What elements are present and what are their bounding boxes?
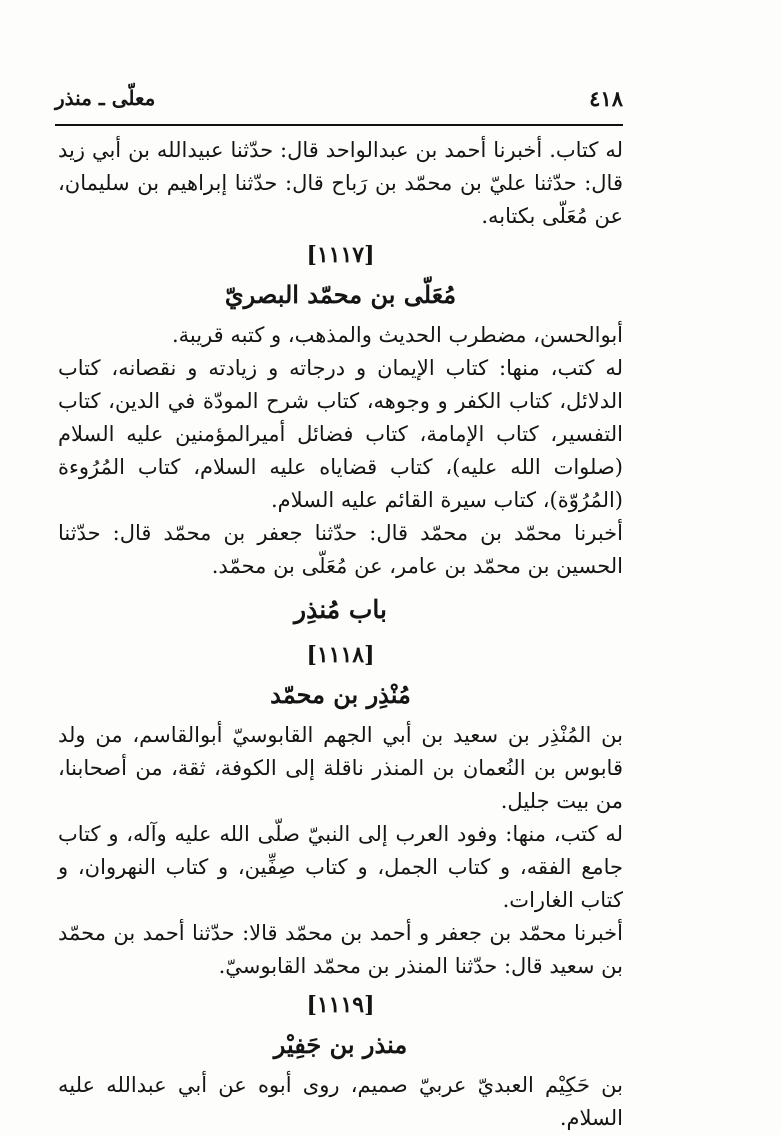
entry-title: مُعَلّی بن محمّد البصريّ bbox=[224, 280, 457, 309]
paragraph: له کتب، منها: وفود العرب إلی النبيّ صلّی الله علیه وآله، و کتاب جامع الفقه، و کتاب الجمل، و کتاب صِفِّین، و کتاب النهروان، و کتاب الغارات. bbox=[58, 822, 623, 912]
header-rule bbox=[55, 124, 623, 126]
entry-number: [١١١٨] bbox=[306, 642, 375, 668]
page-number: ٤١٨ bbox=[589, 86, 623, 111]
paragraph: أخبرنا محمّد بن محمّد قال: حدّثنا جعفر بن محمّد قال: حدّثنا الحسین بن محمّد بن عامر، عن مُعَلّی بن محمّد. bbox=[58, 521, 623, 578]
paragraph: أبوالحسن، مضطرب الحدیث والمذهب، و کتبه قریبة. bbox=[171, 323, 623, 347]
paragraph: له کتب، منها: کتاب الإیمان و درجاته و زیادته و نقصانه، کتاب الدلائل، کتاب الکفر و وجوهه، کتاب شرح المودّة في الدین، کتاب التفسیر، کتاب الإمامة، کتاب فضائل أمیرالمؤمنین علیه السلام (صلوات الله علیه)، کتاب قضایاه علیه السلام، کتاب المُرُوءة (المُرُوّة)، کتاب سیرة القائم علیه السلام. bbox=[58, 356, 623, 512]
entry-number: [١١١٧] bbox=[306, 242, 375, 268]
entry-number: [١١١٩] bbox=[306, 992, 375, 1018]
paragraph: له کتاب. أخبرنا أحمد بن عبدالواحد قال: حدّثنا عبیدالله بن أبي زید قال: حدّثنا عليّ بن محمّد بن رَباح قال: حدّثنا إبراهیم بن سلیمان، عن مُعَلّی بکتابه. bbox=[58, 138, 623, 228]
page-header bbox=[55, 84, 623, 120]
running-title: معلّی ـ منذر bbox=[55, 86, 156, 110]
paragraph: بن المُنْذِر بن سعید بن أبي الجهم القابوسيّ أبوالقاسم، من ولد قابوس بن النُعمان بن المنذر ناقلة إلی الکوفة، ثقة، من أصحابنا، من بیت جلیل. bbox=[58, 723, 623, 813]
chapter-title: باب مُنذِر bbox=[294, 595, 387, 624]
entry-title: منذر بن جَفِیْر bbox=[273, 1030, 408, 1059]
page-body bbox=[58, 134, 623, 1135]
paragraph: أخبرنا محمّد بن جعفر و أحمد بن محمّد قالا: حدّثنا أحمد بن محمّد بن سعید قال: حدّثنا المنذر بن محمّد القابوسيّ. bbox=[58, 921, 623, 978]
paragraph: بن حَکِیْم العبديّ عربيّ صمیم، روی أبوه عن أبي عبدالله علیه السلام. bbox=[58, 1073, 623, 1130]
entry-title: مُنْذِر بن محمّد bbox=[270, 680, 411, 709]
